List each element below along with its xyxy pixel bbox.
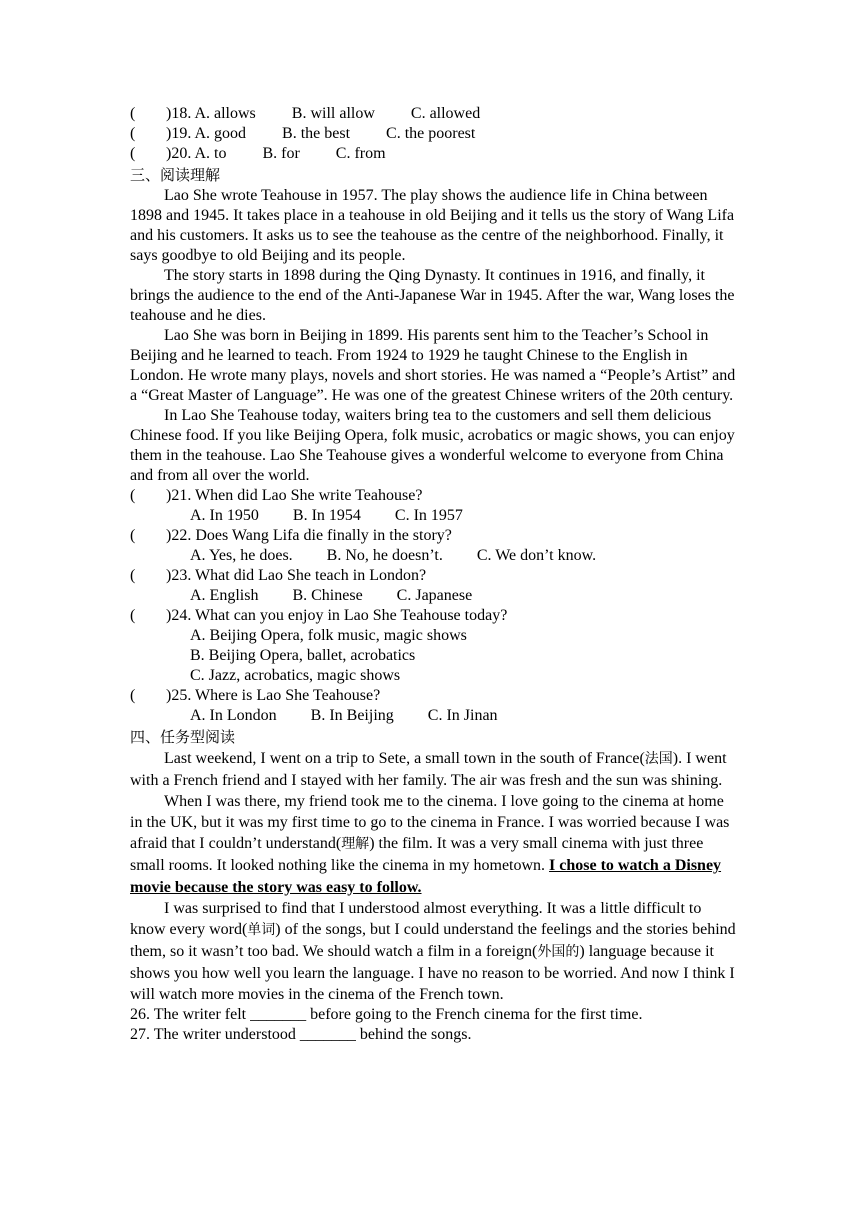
gloss: 理解 [341, 836, 370, 853]
question-number: )18. [166, 105, 192, 122]
underlined-sentence: I chose to watch a Disney movie because the story was easy to follow. [130, 857, 722, 896]
options-25 [190, 706, 740, 726]
option-b: B. In 1954 [292, 507, 361, 524]
option-b: B. Chinese [292, 587, 363, 604]
options-21 [190, 506, 740, 526]
question-19 [130, 124, 740, 144]
option-b: B. No, he doesn’t. [326, 547, 443, 564]
question-number: )20. [166, 145, 192, 162]
passage-paragraph [130, 748, 740, 791]
option-c: C. In 1957 [394, 507, 463, 524]
option-c: C. the poorest [386, 125, 476, 142]
option-b: B. will allow [291, 105, 375, 122]
text-run: When I was there, my friend took me to the cinema. I love going to the cinema at home in the UK, but it was my first time to go to the cinema in France. I was worried because I was afraid that I couldn’t understand( [130, 793, 730, 853]
reading-questions [130, 486, 740, 726]
gloss: 单词 [247, 921, 276, 938]
question-21 [130, 486, 740, 506]
passage-paragraph: Lao She was born in Beijing in 1899. His parents sent him to the Teacher’s School in Beijing and he learned to teach. From 1924 to 1929 he taught Chinese to the English in London. He wrote many plays, novels and short stories. He was named a “People’s Artist” and a “Great Master of Language”. He was one of the greatest Chinese writers of the 20th century. [130, 327, 736, 404]
question-stem: )24. What can you enjoy in Lao She Teahouse today? [166, 607, 508, 624]
passage-paragraph [130, 791, 740, 897]
answer-bracket[interactable]: ( [130, 145, 136, 162]
gloss: 法国 [644, 751, 673, 767]
question-stem: )21. When did Lao She write Teahouse? [166, 487, 423, 504]
options-22 [190, 546, 740, 566]
question-27[interactable]: 27. The writer understood _______ behind the songs. [130, 1026, 472, 1044]
section-4-heading: 四、任务型阅读 [130, 728, 236, 746]
question-stem: )25. Where is Lao She Teahouse? [166, 687, 381, 704]
question-23 [130, 566, 740, 586]
option-c: C. Jazz, acrobatics, magic shows [190, 667, 401, 684]
text-run: ) of the songs, but I could understand the feelings and the stories behind them, so it wasn’t too bad. We should watch a film in a foreign( [130, 920, 736, 960]
question-25 [130, 686, 740, 706]
options-23 [190, 586, 740, 606]
question-stem: )22. Does Wang Lifa die finally in the story? [166, 527, 452, 544]
task-passage [130, 748, 740, 1005]
question-22 [130, 526, 740, 546]
text-run: ) language because it shows you how well you learn the language. I have no reason to be worried. And now I think I will watch more movies in the cinema of the French town. [130, 942, 735, 1004]
option-a: A. to [194, 145, 227, 162]
text-run: I was surprised to find that I understood almost everything. It was a little difficult to know every word( [130, 899, 702, 938]
question-18 [130, 104, 740, 124]
passage-paragraph: Lao She wrote Teahouse in 1957. The play shows the audience life in China between 1898 and 1945. It takes place in a teahouse in old Beijing and it tells us the story of Wang Lifa and his customers. It asks us to see the teahouse as the centre of the neighborhood. Finally, it says goodbye to old Beijing and its people. [130, 187, 735, 264]
option-b: B. In Beijing [310, 707, 394, 724]
option-c: C. We don’t know. [476, 547, 597, 564]
option-c: C. from [335, 145, 386, 162]
answer-bracket[interactable]: ( [130, 607, 136, 624]
worksheet-page [130, 104, 740, 1045]
option-c: C. Japanese [396, 587, 473, 604]
question-stem: )23. What did Lao She teach in London? [166, 567, 427, 584]
question-20 [130, 144, 740, 164]
question-number: )19. [166, 125, 192, 142]
question-24 [130, 606, 740, 626]
section-3-heading: 三、阅读理解 [130, 166, 221, 184]
question-26[interactable]: 26. The writer felt _______ before going to the French cinema for the first time. [130, 1006, 643, 1024]
text-run: ) the film. It was a very small cinema with just three small rooms. It looked nothing like the cinema in my hometown. [130, 835, 704, 875]
option-a: A. In 1950 [190, 507, 259, 524]
text-run: ). I went with a French friend and I stayed with her family. The air was fresh and the sun was shining. [130, 750, 727, 790]
passage-paragraph [130, 898, 740, 1005]
answer-bracket[interactable]: ( [130, 487, 136, 504]
option-a: A. English [190, 587, 259, 604]
answer-bracket[interactable]: ( [130, 527, 136, 544]
mcq-tail [130, 104, 740, 164]
passage-paragraph: In Lao She Teahouse today, waiters bring tea to the customers and sell them delicious Chinese food. If you like Beijing Opera, folk music, acrobatics or magic shows, you can enjoy them in the teahouse. Lao She Teahouse gives a wonderful welcome to everyone from China and from all over the world. [130, 407, 735, 484]
option-a: A. good [194, 125, 247, 142]
text-run: Last weekend, I went on a trip to Sete, a small town in the south of France( [164, 750, 645, 767]
option-c: C. In Jinan [427, 707, 498, 724]
option-b: B. for [262, 145, 300, 162]
option-c: C. allowed [410, 105, 481, 122]
option-a: A. In London [190, 707, 277, 724]
option-a: A. Yes, he does. [190, 547, 293, 564]
answer-bracket[interactable]: ( [130, 687, 136, 704]
reading-passage [130, 186, 740, 486]
option-b: B. the best [282, 125, 351, 142]
answer-bracket[interactable]: ( [130, 567, 136, 584]
option-a: A. allows [194, 105, 256, 122]
option-a: A. Beijing Opera, folk music, magic shows [190, 627, 467, 644]
gloss: 外国的 [537, 943, 580, 960]
answer-bracket[interactable]: ( [130, 125, 136, 142]
answer-bracket[interactable]: ( [130, 105, 136, 122]
passage-paragraph: The story starts in 1898 during the Qing Dynasty. It continues in 1916, and finally, it brings the audience to the end of the Anti-Japanese War in 1945. After the war, Wang loses the teahouse and he dies. [130, 267, 735, 324]
option-b: B. Beijing Opera, ballet, acrobatics [190, 647, 416, 664]
